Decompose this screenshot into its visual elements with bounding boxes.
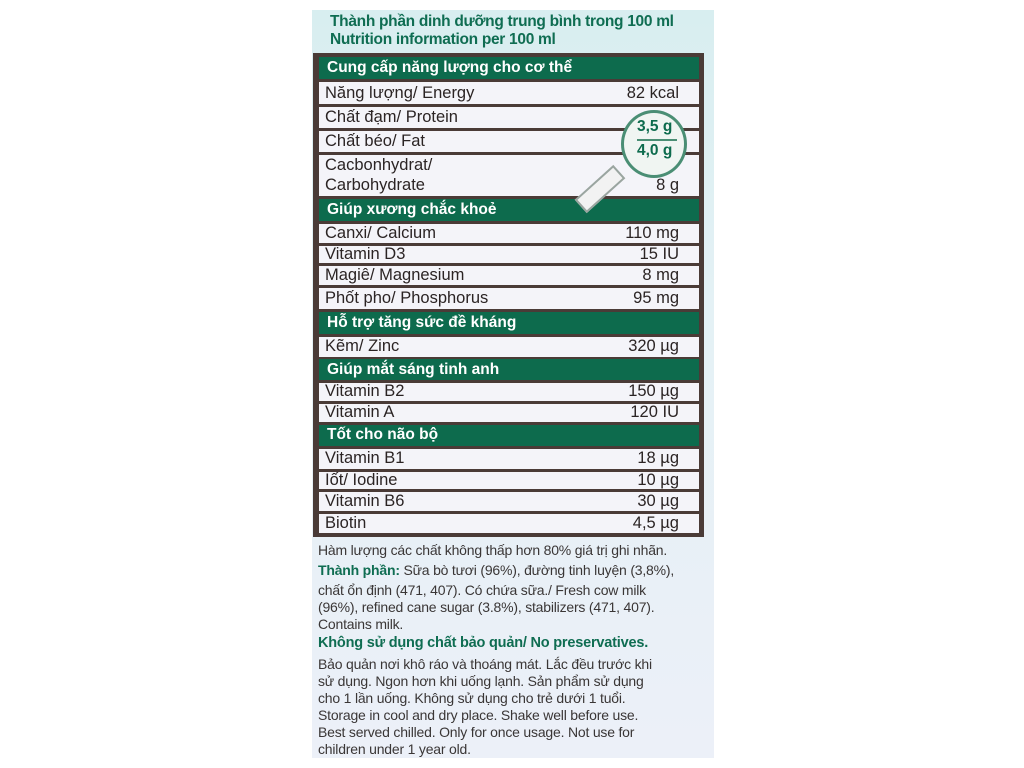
nutrient-value: 15 IU [639,245,679,263]
nutrient-name: Chất béo/ Fat [325,132,425,150]
nutrient-name: Canxi/ Calcium [325,224,436,242]
nutrient-name: Biotin [325,514,367,532]
section-header-label: Tốt cho não bộ [327,426,439,443]
table-row-calcium [319,224,699,243]
fat-value: 4,0 g [637,142,673,159]
section-header-bones [319,199,699,221]
nutrient-name: Phốt pho/ Phosphorus [325,289,489,307]
nutrient-value: 4,5 µg [632,514,679,532]
storage-line2: sử dụng. Ngon hơn khi uống lạnh. Sản phẩm sử dụng [318,673,644,689]
table-row-phosphorus [319,288,699,309]
protein-value: 3,5 g [637,118,673,135]
nutrient-name-line1: Cacbonhydrat/ [325,156,433,174]
section-header-energy [319,57,699,79]
no-preservatives-statement: Không sử dụng chất bảo quản/ No preservatives. [318,635,649,651]
ingredients-text: Sữa bò tươi (96%), đường tinh luyện (3,8%), [399,562,675,578]
table-row-vitamin-b1 [319,449,699,469]
ingredients-line1 [318,562,710,578]
table-row-vitamin-d3 [319,246,699,263]
section-header-label: Giúp mắt sáng tinh anh [327,361,500,378]
label-claim-note: Hàm lượng các chất không thấp hơn 80% giá trị ghi nhãn. [318,542,668,558]
nutrient-name: Kẽm/ Zinc [325,337,400,355]
table-row-vitamin-a [319,404,699,422]
nutrient-name: Iốt/ Iodine [325,471,398,489]
nutrient-value: 320 µg [628,337,679,355]
table-row-vitamin-b6 [319,492,699,511]
nutrient-value: 82 kcal [626,84,679,102]
table-row-biotin [319,514,699,533]
nutrient-name: Vitamin D3 [325,245,406,263]
nutrient-name: Vitamin B1 [325,449,405,467]
nutrient-name-line2: Carbohydrate [325,176,425,194]
table-row-zinc [319,337,699,357]
ingredients-line4: Contains milk. [318,616,404,632]
nutrient-value: 30 µg [637,492,679,510]
storage-line3: cho 1 lần uống. Không sử dụng cho trẻ dưới 1 tuổi. [318,690,626,706]
nutrient-name: Vitamin A [325,403,395,421]
table-row-magnesium [319,266,699,285]
section-header-label: Giúp xương chắc khoẻ [327,201,497,218]
nutrient-value: 95 mg [633,289,679,307]
nutrient-value: 8 g [656,176,679,194]
section-header-label: Cung cấp năng lượng cho cơ thể [327,59,573,76]
ingredients-line2: chất ổn định (471, 407). Có chứa sữa./ Fresh cow milk [318,582,646,598]
section-header-brain [319,425,699,446]
table-row-iodine [319,472,699,489]
nutrient-value: 8 mg [642,266,679,284]
nutrient-name: Vitamin B2 [325,382,405,400]
ingredients-line3: (96%), refined cane sugar (3.8%), stabilizers (471, 407). [318,599,655,615]
nutrient-name: Năng lượng/ Energy [325,84,475,102]
ingredients-label: Thành phần: [318,562,400,578]
nutrient-value: 18 µg [637,449,679,467]
nutrition-title-vi: Thành phần dinh dưỡng trung bình trong 100 ml [330,13,674,30]
nutrition-title-en: Nutrition information per 100 ml [330,31,556,48]
table-row-vitamin-b2 [319,383,699,401]
nutrient-value: 110 mg [625,224,679,242]
nutrient-name: Vitamin B6 [325,492,405,510]
nutrient-value: 150 µg [628,382,679,400]
section-header-label: Hỗ trợ tăng sức đề kháng [327,314,517,331]
nutrient-name: Magiê/ Magnesium [325,266,465,284]
nutrient-value: 120 IU [630,403,679,421]
nutrient-value: 10 µg [637,471,679,489]
section-header-eyes [319,359,699,380]
nutrient-name: Chất đạm/ Protein [325,108,458,126]
section-header-immunity [319,312,699,334]
table-row-energy [319,82,699,104]
storage-line1: Bảo quản nơi khô ráo và thoáng mát. Lắc đều trước khi [318,656,652,672]
magnifier-divider [637,139,677,141]
storage-line5: Best served chilled. Only for once usage. Not use for [318,724,635,740]
storage-line4: Storage in cool and dry place. Shake well before use. [318,707,639,723]
storage-line6: children under 1 year old. [318,741,471,757]
